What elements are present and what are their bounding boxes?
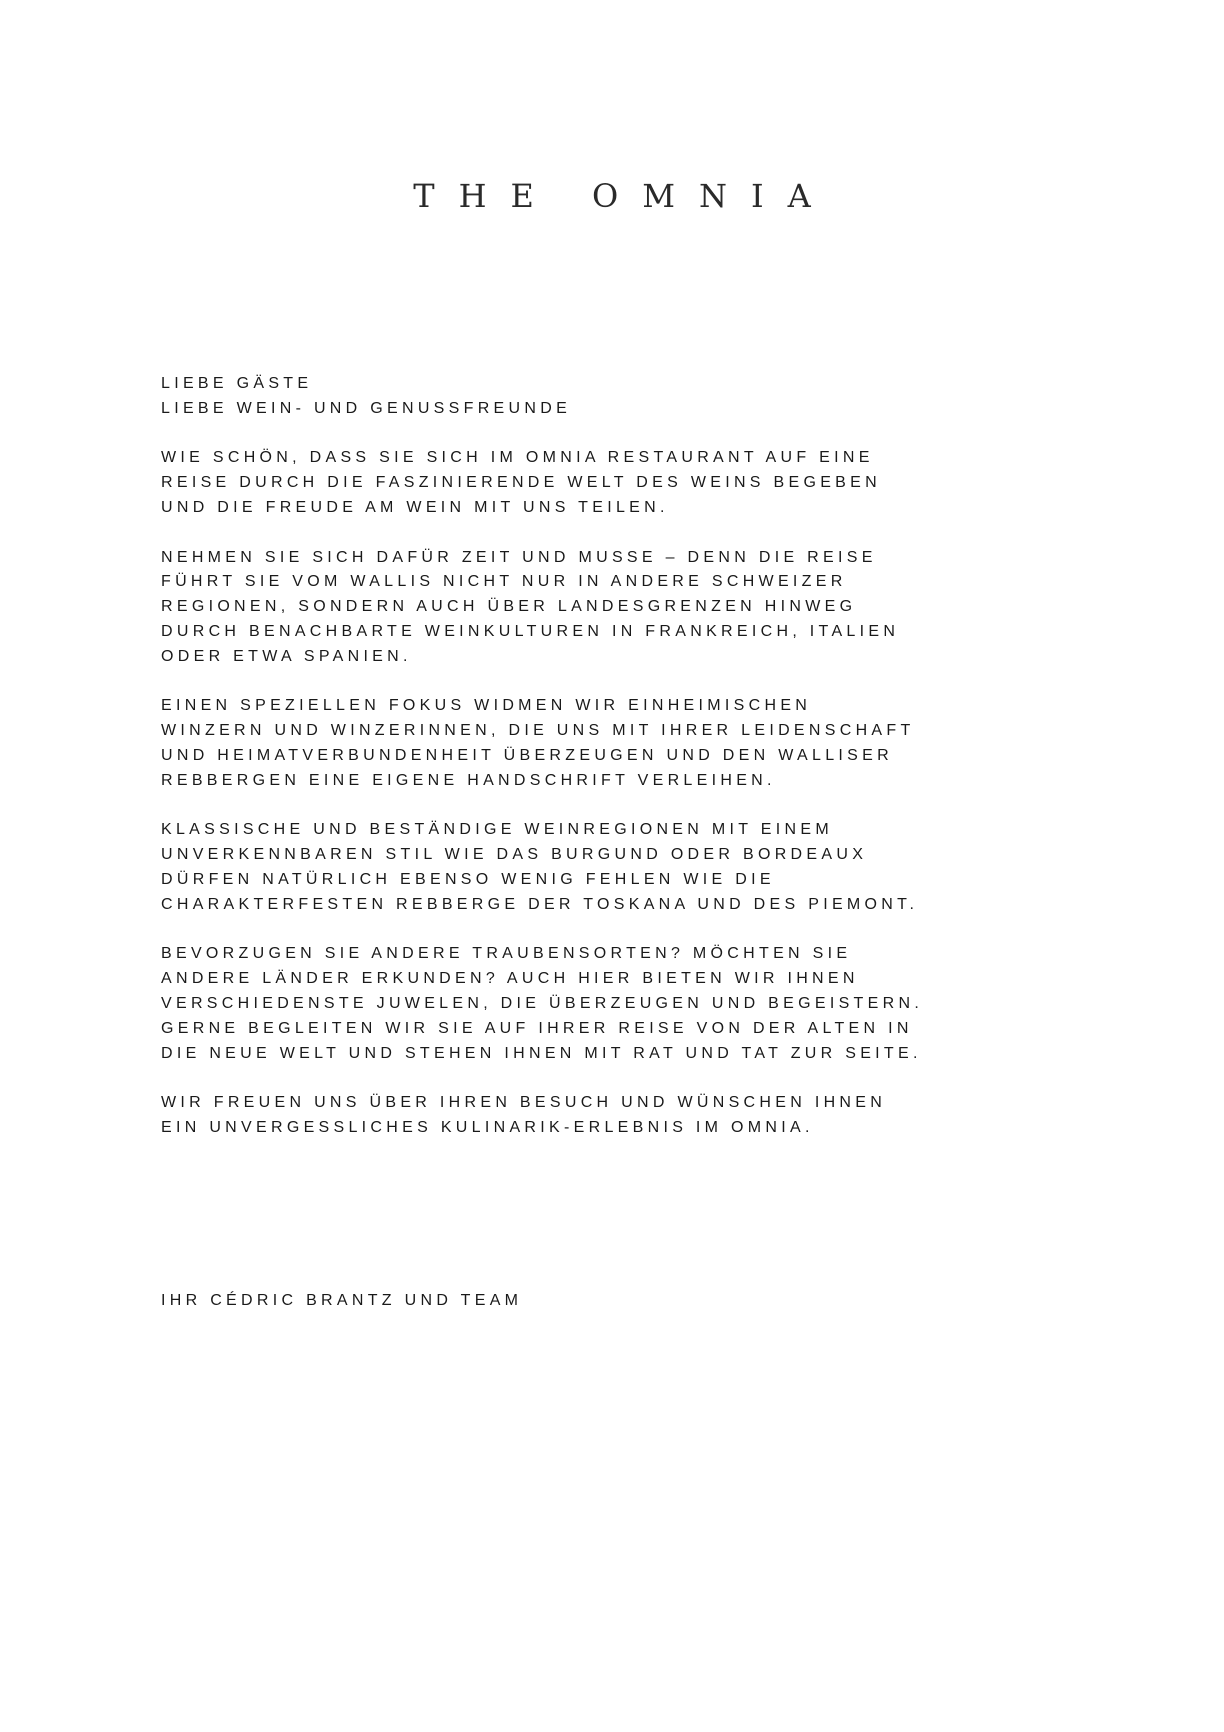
paragraph-line: CHARAKTERFESTEN REBBERGE DER TOSKANA UND DES PIEMONT.: [161, 895, 919, 913]
paragraph-line: FÜHRT SIE VOM WALLIS NICHT NUR IN ANDERE SCHWEIZER: [161, 573, 847, 591]
paragraph-line: VERSCHIEDENSTE JUWELEN, DIE ÜBERZEUGEN UND BEGEISTERN.: [161, 994, 924, 1012]
greeting-line: LIEBE GÄSTE: [161, 375, 313, 392]
paragraph: [161, 446, 1061, 520]
letter-body: [161, 372, 1061, 1166]
paragraph-line: REBBERGEN EINE EIGENE HANDSCHRIFT VERLEIHEN.: [161, 771, 776, 789]
paragraph: [161, 942, 1061, 1066]
paragraph-line: BEVORZUGEN SIE ANDERE TRAUBENSORTEN? MÖCHTEN SIE: [161, 945, 852, 963]
greeting: [161, 372, 1061, 422]
paragraph-line: WINZERN UND WINZERINNEN, DIE UNS MIT IHRER LEIDENSCHAFT: [161, 722, 915, 740]
paragraph-line: WIE SCHÖN, DASS SIE SICH IM OMNIA RESTAURANT AUF EINE: [161, 449, 874, 467]
paragraph-line: REISE DURCH DIE FASZINIERENDE WELT DES WEINS BEGEBEN: [161, 474, 881, 492]
brand-title: THE OMNIA: [413, 177, 835, 215]
paragraph-line: EINEN SPEZIELLEN FOKUS WIDMEN WIR EINHEIMISCHEN: [161, 697, 812, 715]
paragraph-line: NEHMEN SIE SICH DAFÜR ZEIT UND MUSSE – DENN DIE REISE: [161, 548, 877, 566]
signature: IHR CÉDRIC BRANTZ UND TEAM: [161, 1292, 523, 1309]
paragraph-line: REGIONEN, SONDERN AUCH ÜBER LANDESGRENZEN HINWEG: [161, 598, 857, 616]
paragraph-line: UNVERKENNBAREN STIL WIE DAS BURGUND ODER BORDEAUX: [161, 846, 868, 864]
paragraph-line: DURCH BENACHBARTE WEINKULTUREN IN FRANKREICH, ITALIEN: [161, 622, 900, 640]
paragraph: [161, 694, 1061, 793]
paragraph: [161, 818, 1061, 917]
paragraph-line: WIR FREUEN UNS ÜBER IHREN BESUCH UND WÜNSCHEN IHNEN: [161, 1094, 887, 1112]
paragraph-line: ANDERE LÄNDER ERKUNDEN? AUCH HIER BIETEN WIR IHNEN: [161, 970, 859, 988]
paragraph-line: ODER ETWA SPANIEN.: [161, 647, 412, 665]
paragraph-line: GERNE BEGLEITEN WIR SIE AUF IHRER REISE VON DER ALTEN IN: [161, 1019, 913, 1037]
paragraph-line: DÜRFEN NATÜRLICH EBENSO WENIG FEHLEN WIE DIE: [161, 870, 775, 888]
paragraph-line: UND HEIMATVERBUNDENHEIT ÜBERZEUGEN UND DEN WALLISER: [161, 746, 893, 764]
paragraph-line: EIN UNVERGESSLICHES KULINARIK-ERLEBNIS IM OMNIA.: [161, 1118, 814, 1136]
paragraph-line: DIE NEUE WELT UND STEHEN IHNEN MIT RAT UND TAT ZUR SEITE.: [161, 1044, 922, 1062]
paragraph-line: KLASSISCHE UND BESTÄNDIGE WEINREGIONEN MIT EINEM: [161, 821, 833, 839]
greeting-line: LIEBE WEIN- UND GENUSSFREUNDE: [161, 399, 572, 417]
paragraph: [161, 1091, 1061, 1141]
paragraph: [161, 546, 1061, 670]
paragraph-line: UND DIE FREUDE AM WEIN MIT UNS TEILEN.: [161, 498, 669, 516]
